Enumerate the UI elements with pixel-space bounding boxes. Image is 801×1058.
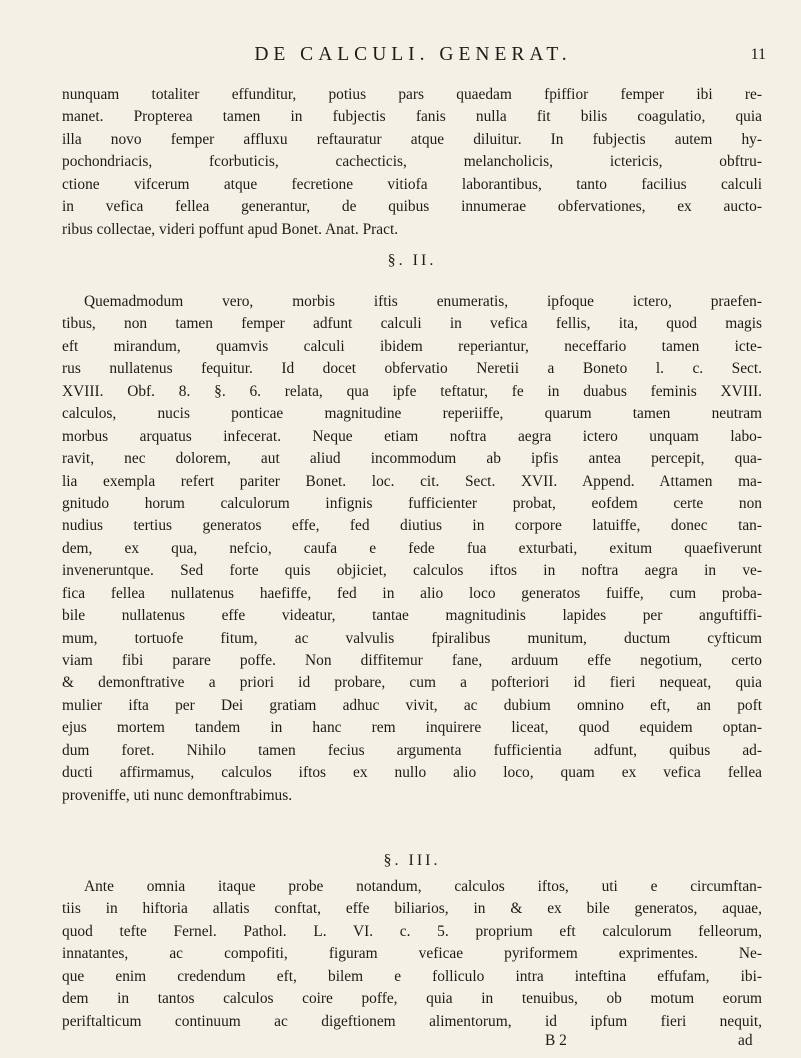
text-line: in vefica fellea generantur, de quibus innumerae obfervationes, ex aucto- [62, 198, 762, 216]
section-heading: §. II. [387, 252, 437, 269]
text-line: dem in tantos calculos coire poffe, quia in tenuibus, ob motum eorum [62, 990, 762, 1008]
text-line: manet. Propterea tamen in fubjectis fanis nulla fit bilis coagulatio, quia [62, 108, 762, 126]
text-line: que enim credendum eft, bilem e folliculo intra inteftina effufam, ibi- [62, 967, 762, 985]
text-line: fica fellea nullatenus haefiffe, fed in alio loco generatos fuiffe, cum proba- [62, 584, 762, 602]
text-line: & demonftrative a priori id probare, cum a pofteriori id fieri nequeat, quia [62, 674, 762, 692]
paragraph-continuation [62, 84, 762, 241]
text-line: Quemadmodum vero, morbis iftis enumeratis, ipfoque ictero, praefen- [84, 293, 762, 310]
text-line: ravit, nec dolorem, aut aliud incommodum ab ipfis antea percepit, qua- [62, 450, 762, 468]
text-line: proveniffe, uti nunc demonftrabimus. [62, 786, 293, 804]
text-line: lia exempla refert pariter Bonet. loc. cit. Sect. XVII. Append. Attamen ma- [62, 472, 762, 490]
text-line: bile nullatenus effe videatur, tantae magnitudinis lapides per anguftiffi- [62, 607, 762, 625]
running-title: DE CALCULI. GENERAT. [254, 44, 572, 65]
section-heading-3 [62, 850, 762, 872]
text-line: morbus arquatus infecerat. Neque etiam noftra aegra ictero unquam labo- [62, 427, 762, 445]
text-line: ribus collectae, videri poffunt apud Bonet. Anat. Pract. [62, 220, 399, 238]
text-line: ctione vifcerum atque fecretione vitiofa laborantibus, tanto facilius calculi [62, 175, 762, 193]
text-line: gnitudo horum calculorum infignis fufficienter probat, eofdem certe non [62, 494, 762, 512]
text-line: mum, tortuofe fitum, ac valvulis fpiralibus munitum, ductum cyfticum [62, 629, 762, 647]
text-line: ejus mortem tandem in hanc rem inquirere liceat, quod equidem optan- [62, 719, 762, 737]
text-line: ducti affirmamus, calculos iftos ex nullo alio loco, quam ex vefica fellea [62, 764, 762, 782]
text-line: rus nullatenus fequitur. Id docet obfervatio Neretii a Boneto l. c. Sect. [62, 360, 762, 378]
paragraph-section-3 [62, 876, 762, 1033]
text-line: nunquam totaliter effunditur, potius pars quaedam fpiffior femper ibi re- [62, 86, 762, 103]
section-heading-2 [62, 250, 762, 272]
catchword: ad [738, 1032, 753, 1049]
text-line: quod tefte Fernel. Pathol. L. VI. c. 5. proprium eft calculorum felleorum, [62, 922, 762, 940]
text-line: calculos, nucis ponticae magnitudine reperiiffe, quarum tamen neutram [62, 405, 762, 423]
text-line: pochondriacis, fcorbuticis, cachecticis, melancholicis, ictericis, obftru- [62, 153, 762, 171]
text-line: XVIII. Obf. 8. §. 6. relata, qua ipfe teftatur, fe in duabus feminis XVIII. [62, 382, 762, 400]
paragraph-section-2 [62, 291, 762, 807]
text-line: illa novo femper affluxu reftauratur atque diluitur. In fubjectis autem hy- [62, 130, 762, 148]
text-line: dum foret. Nihilo tamen fecius argumenta fufficientia adfunt, quibus ad- [62, 741, 762, 759]
text-line: innatantes, ac compofiti, figuram veficae pyriformem exprimentes. Ne- [62, 945, 762, 963]
page-number: 11 [750, 46, 766, 63]
text-line: tibus, non tamen femper adfunt calculi in vefica fellis, ita, quod magis [62, 315, 762, 333]
text-line: periftalticum continuum ac digeftionem alimentorum, id ipfum fieri nequit, [62, 1012, 762, 1030]
text-line: mulier ifta per Dei gratiam adhuc vivit, ac dubium omnino eft, an poft [62, 696, 762, 714]
text-line: inveneruntque. Sed forte quis objiciet, calculos iftos in noftra aegra in ve- [62, 562, 762, 580]
text-line: Ante omnia itaque probe notandum, calculos iftos, uti e circumftan- [84, 878, 762, 895]
text-line: dem, ex qua, nefcio, caufa e fede fua exturbati, exitum quaefiverunt [62, 539, 762, 557]
text-line: eft mirandum, quamvis calculi ibidem reperiantur, neceffario tamen icte- [62, 337, 762, 355]
page-header [60, 44, 766, 74]
section-heading: §. III. [383, 852, 441, 869]
signature-mark: B 2 [545, 1032, 567, 1049]
text-line: viam fibi parare poffe. Non diffitemur fane, arduum effe negotium, certo [62, 652, 762, 669]
text-line: nudius tertius generatos effe, fed diutius in corpore latuiffe, donec tan- [62, 517, 762, 535]
text-line: tiis in hiftoria allatis conftat, effe biliarios, in & ex bile generatos, aquae, [62, 900, 762, 918]
